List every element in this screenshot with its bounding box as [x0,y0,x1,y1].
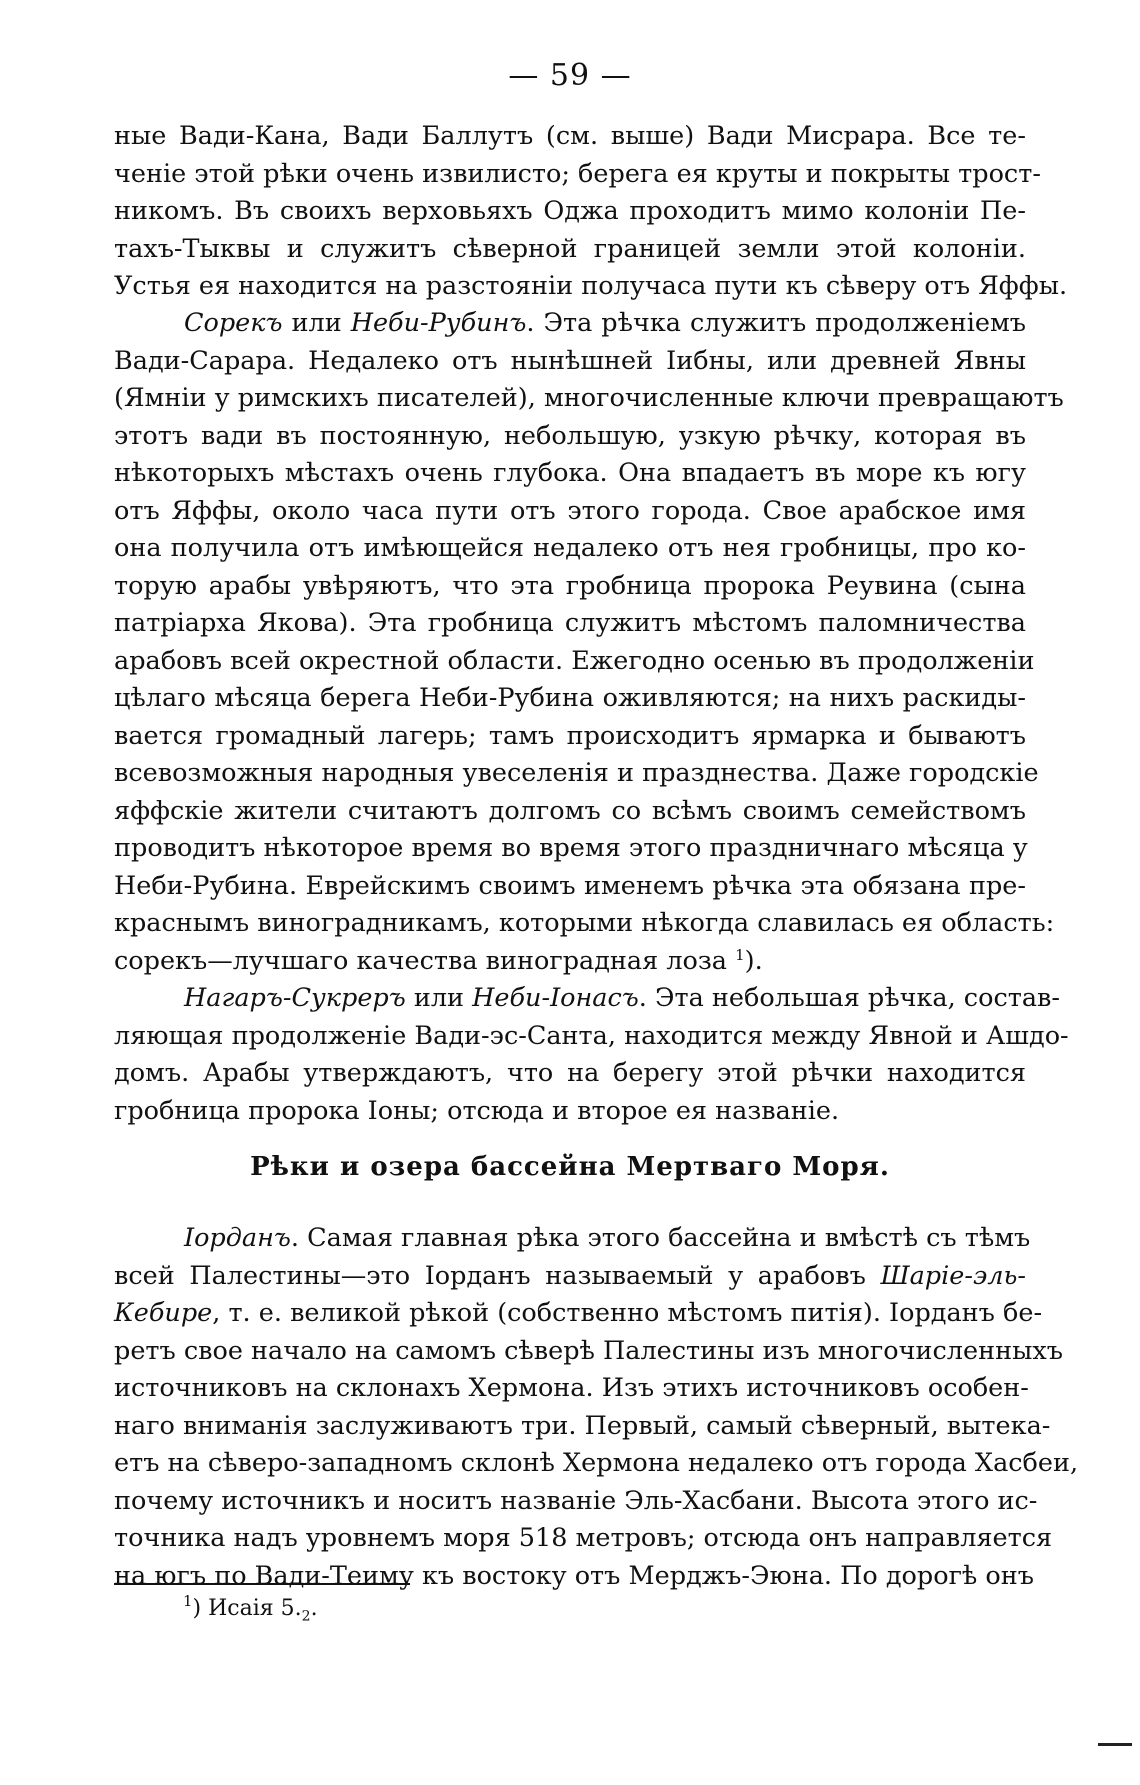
paragraph-line: этотъ вади въ постоянную, небольшую, узкую рѣчку, которая въ [114,420,1026,451]
paragraph-line: почему источникъ и носитъ названіе Эль-Хасбани. Высота этого ис- [114,1485,1038,1516]
footnote-divider [114,1583,410,1585]
paragraph-line [114,1258,1026,1296]
text-run: сорекъ—лучшаго качества виноградная лоза [114,945,736,976]
paragraph-last-line: гробница пророка Іоны; отсюда и второе ея названіе. [114,1095,840,1126]
footnote [183,1592,318,1625]
paragraph-sorek [114,305,1064,980]
text-run: или [282,308,351,338]
section-heading: Рѣки и озера бассейна Мертваго Моря. [250,1152,890,1182]
footnote-mark: 1 [183,1592,193,1610]
paragraph-line: домъ. Арабы утверждаютъ, что на берегу этой рѣчки находится [114,1058,1026,1088]
river-name: Сорекъ [184,308,283,338]
paragraph-line: ные Вади-Кана, Вади Баллутъ (см. выше) Вади Мисрара. Все те- [114,121,1026,151]
paragraph-lines [114,1333,1079,1596]
river-name: Іорданъ [184,1223,291,1253]
paragraph-line: ляющая продолженіе Вади-эс-Санта, находится между Явной и Ашдо- [114,1020,1069,1051]
paragraph-line: патріарха Якова). Эта гробница служитъ мѣстомъ паломничества [114,608,1026,638]
paragraph-line: точника надъ уровнемъ моря 518 метровъ; отсюда онъ направляется [114,1523,1053,1553]
page-number: — 59 — [508,58,632,93]
paragraph-line: никомъ. Въ своихъ верховьяхъ Оджа проходитъ мимо колоніи Пе- [114,196,1026,226]
river-name: Нагаръ-Сукреръ [184,983,406,1013]
paragraph-lines [114,1018,1069,1093]
paragraph-line: наго вниманія заслуживаютъ три. Первый, самый сѣверный, вытека- [114,1410,1051,1441]
paragraph-line: отъ Яффы, около часа пути отъ этого города. Свое арабское имя [114,495,1026,526]
paragraph-line: цѣлаго мѣсяца берега Неби-Рубина оживляются; на нихъ раскиды- [114,683,1026,713]
paragraph-line: на югъ по Вади-Теиму къ востоку отъ Мерджъ-Эюна. По дорогѣ онъ [114,1560,1034,1591]
footnote-text: ) Исаія 5. [192,1596,302,1621]
paragraph-line: (Ямніи у римскихъ писателей), многочисленные ключи превращаютъ [114,383,1064,413]
text-run: или [405,983,473,1013]
paragraph-line: торую арабы увѣряютъ, что эта гробница пророка Реувина (сына [114,570,1026,601]
paragraph-lines [114,343,1064,943]
river-name: Кебире [114,1298,213,1328]
paragraph-first-line [114,1220,1031,1258]
page-edge-mark [1098,1743,1132,1746]
paragraph-line: вается громадный лагерь; тамъ происходитъ ярмарка и бываютъ [114,720,1026,751]
text-run: . Эта небольшая рѣчка, состав- [638,983,1061,1013]
paragraph-line: проводитъ нѣкоторое время во время этого праздничнаго мѣсяца у [114,833,1028,863]
river-name: Неби-Рубинъ [350,308,527,338]
paragraph-line [114,1295,1043,1333]
paragraph-line: всевозможныя народныя увеселенія и празднества. Даже городскіе [114,758,1039,788]
text-run: всей Палестины—это Іорданъ называемый у арабовъ [114,1260,881,1291]
paragraph-line: етъ на сѣверо-западномъ склонѣ Хермона недалеко отъ города Хасбеи, [114,1448,1079,1478]
paragraph-line: ченіе этой рѣки очень извилисто; берега ея круты и покрыты трост- [114,158,1041,189]
paragraph-line: Вади-Сарара. Недалеко отъ нынѣшней Іибны, или древней Явны [114,345,1026,376]
paragraph-line: нѣкоторыхъ мѣстахъ очень глубока. Она впадаетъ въ море къ югу [114,458,1026,488]
footnote-end: . [310,1596,318,1621]
text-run: . Самая главная рѣка этого бассейна и вмѣстѣ съ тѣмъ [290,1223,1031,1253]
paragraph-line: ретъ свое начало на самомъ сѣверѣ Палестины изъ многочисленныхъ [114,1335,1063,1366]
paragraph-first-line [114,980,1061,1018]
paragraph-line: Неби-Рубина. Еврейскимъ своимъ именемъ рѣчка эта обязана пре- [114,870,1026,901]
paragraph-line: арабовъ всей окрестной области. Ежегодно осенью въ продолженіи [114,645,1035,676]
paragraph-jordan [114,1220,1079,1595]
footnote-subscript: 2 [301,1608,311,1625]
paragraph-first-line [114,305,1026,343]
paragraph-line: тахъ-Тыквы и служитъ сѣверной границей земли этой колоніи. [114,233,1026,264]
river-name: Неби-Іонасъ [472,983,639,1013]
text-run: , т. е. великой рѣкой (собственно мѣстомъ питія). Іорданъ бе- [212,1298,1043,1328]
text-run: ). [744,945,763,976]
paragraph-continuation [114,118,1068,306]
paragraph-line: яффскіе жители считаютъ долгомъ со всѣмъ своимъ семействомъ [114,795,1026,826]
paragraph-line: Устья ея находится на разстояніи получаса пути къ сѣверу отъ Яффы. [114,271,1068,301]
paragraph-line: источниковъ на склонахъ Хермона. Изъ этихъ источниковъ особен- [114,1373,1029,1403]
footnote-reference: 1 [735,945,745,964]
paragraph-nagar [114,980,1069,1130]
river-name: Шаріе-эль- [880,1260,1026,1291]
paragraph-last-line [114,943,1026,981]
paragraph-line: краснымъ виноградникамъ, которыми нѣкогда славилась ея область: [114,908,1055,938]
text-run: . Эта рѣчка служитъ продолженіемъ [526,308,1027,338]
paragraph-line: она получила отъ имѣющейся недалеко отъ нея гробницы, про ко- [114,533,1026,563]
